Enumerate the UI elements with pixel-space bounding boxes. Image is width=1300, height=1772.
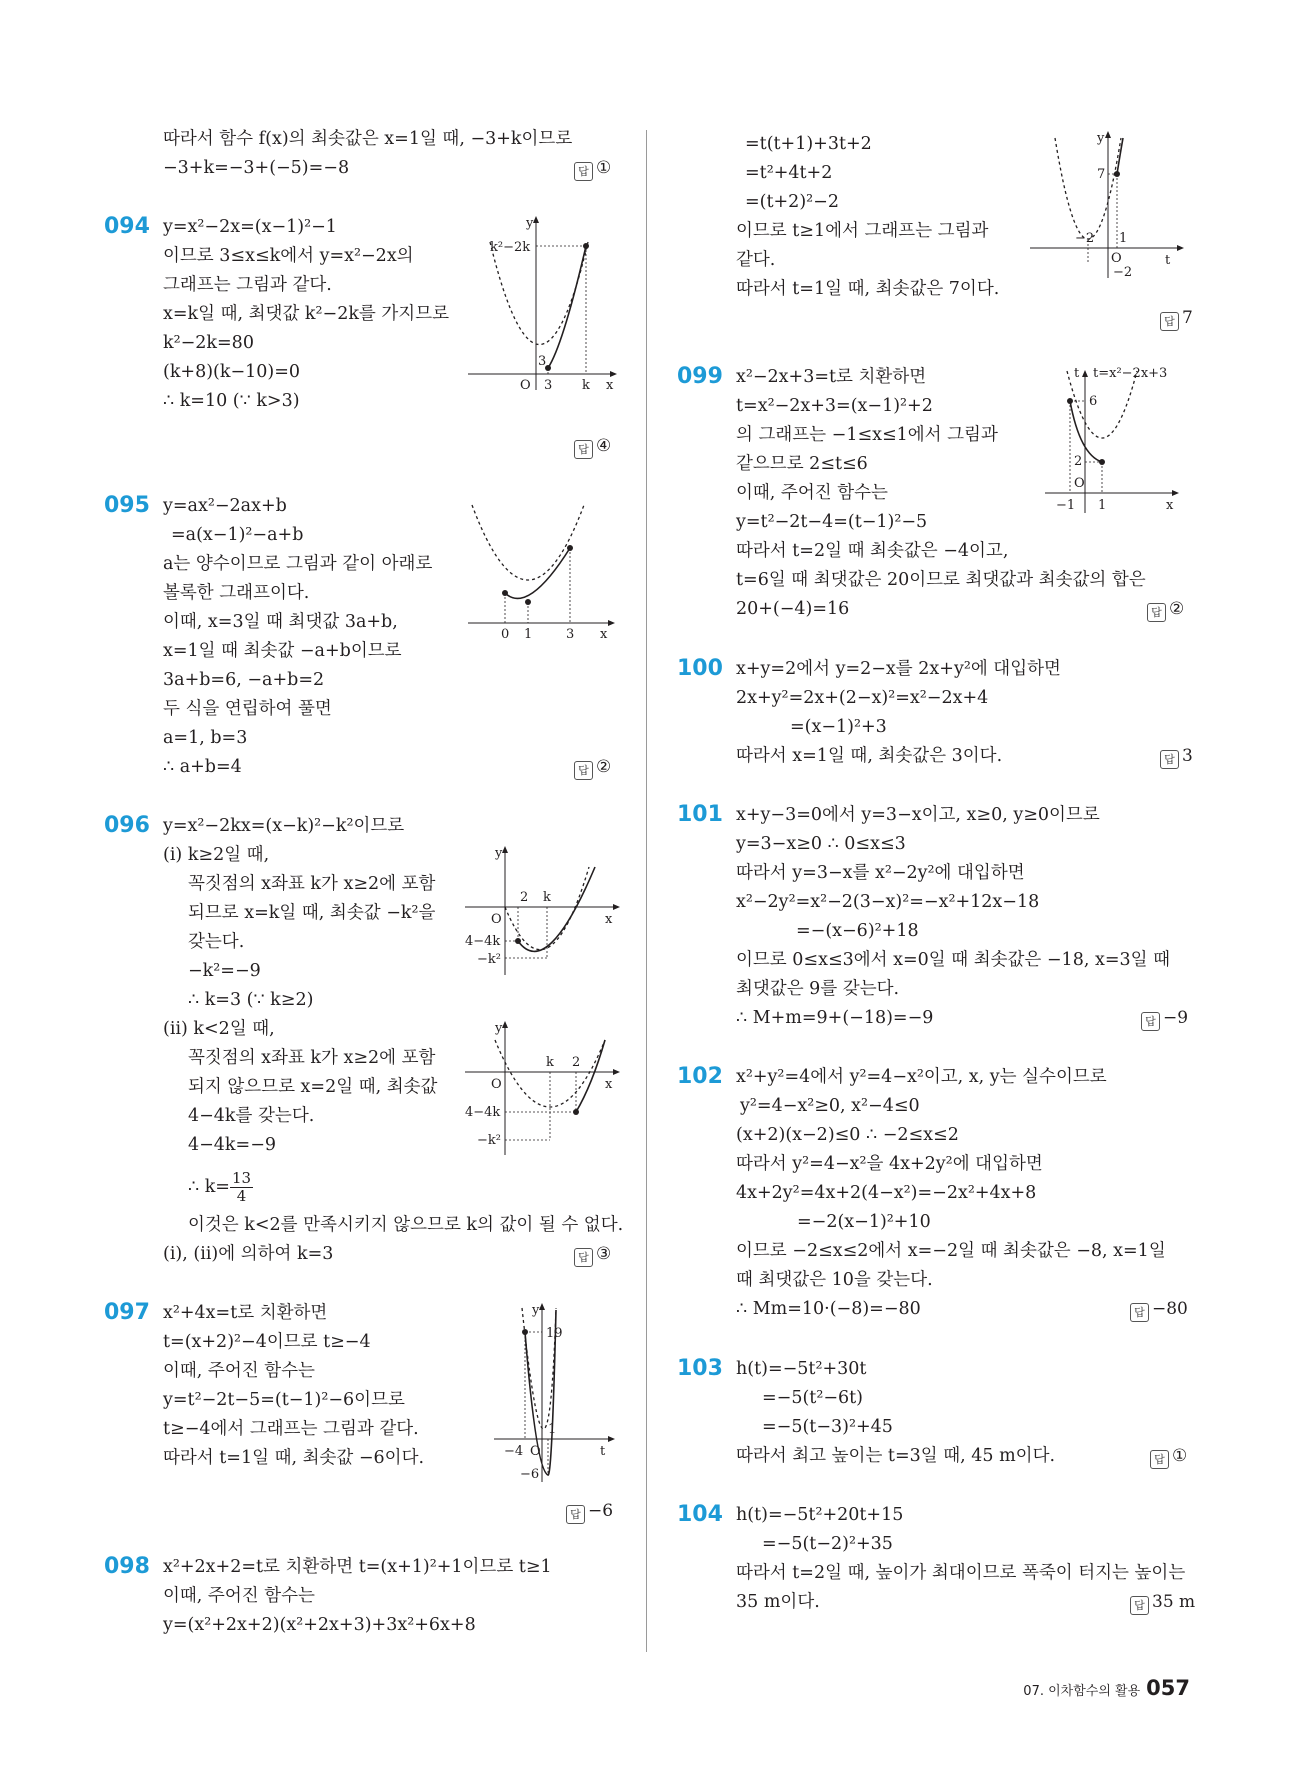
text-line: 같다. [736,250,776,270]
fraction-numerator: 13 [231,1169,252,1187]
text-line: 따라서 t=2일 때 최솟값은 −4이고, [736,541,1009,561]
answer-mark [1160,307,1193,331]
graph-098 [1025,130,1190,280]
tick-label: −4 [504,1444,524,1459]
text-line: ∴ k=10 (∵ k>3) [163,391,300,411]
answer-value: ② [596,757,612,777]
answer-icon: 답 [1130,1596,1149,1615]
text-line: 이므로 t≥1에서 그래프는 그림과 [736,221,989,241]
answer-mark [1130,1298,1188,1322]
text-line: =−5(t−2)²+35 [762,1534,893,1554]
tick-label: k [543,890,551,905]
text-line: =(x−1)²+3 [790,717,887,737]
answer-value: 35 m [1152,1592,1196,1612]
text-line: t=6일 때 최댓값은 20이므로 최댓값과 최솟값의 합은 [736,570,1146,590]
text-line: =t(t+1)+3t+2 [745,134,872,154]
text-line: x=1일 때 최솟값 −a+b이므로 [163,641,402,661]
text-line: =−5(t−3)²+45 [762,1417,893,1437]
text-line: 3a+b=6, −a+b=2 [163,670,325,690]
text-line: y=t²−2t−5=(t−1)²−6이므로 [163,1390,405,1410]
text-line: y=3−x≥0 ∴ 0≤x≤3 [736,834,906,854]
problem-number: 094 [104,214,150,239]
text-line: 이므로 0≤x≤3에서 x=0일 때 최솟값은 −18, x=3일 때 [736,950,1170,970]
text-line: 따라서 최고 높이는 t=3일 때, 45 m이다. [736,1446,1056,1466]
answer-value: 3 [1182,746,1193,766]
graph-097 [490,1300,620,1485]
answer-icon: 답 [1147,603,1166,622]
axis-label-x: x [600,627,608,642]
text-line: 이때, 주어진 함수는 [163,1586,315,1606]
text-line: ∴ k=3 (∵ k≥2) [188,990,314,1010]
origin-label: O [491,912,502,927]
text-line: =a(x−1)²−a+b [171,525,304,545]
axis-label-x: t [600,1444,606,1459]
answer-icon: 답 [1130,1303,1149,1322]
text-line: =(t+2)²−2 [745,192,839,212]
problem-number: 095 [104,493,150,518]
text-line: 때 최댓값은 10을 갖는다. [736,1270,933,1290]
text-span: ∴ k= [188,1177,230,1197]
problem-number: 104 [677,1502,723,1527]
text-line: ∴ Mm=10·(−8)=−80 [736,1299,921,1319]
tick-label: −1 [1056,498,1076,513]
tick-label: −6 [520,1467,540,1482]
page-number: 057 [1146,1676,1190,1700]
text-line: 이때, 주어진 함수는 [163,1361,315,1381]
axis-label-x: x [605,1077,613,1092]
axis-label-x: t [1165,253,1171,268]
origin-label: O [520,378,531,393]
text-line: (ⅰ), (ⅱ)에 의하여 k=3 [163,1244,334,1264]
text-line: 4x+2y²=4x+2(4−x²)=−2x²+4x+8 [736,1183,1037,1203]
graph-099 [1040,365,1200,515]
text-line: 꼭짓점의 x좌표 k가 x≥2에 포함 [188,874,436,894]
text-line: y=x²−2kx=(x−k)²−k²이므로 [163,816,405,836]
answer-icon: 답 [1150,1450,1169,1469]
text-line: x=k일 때, 최댓값 k²−2k를 가지므로 [163,304,450,324]
text-line: =−2(x−1)²+10 [797,1212,931,1232]
text-line: 의 그래프는 −1≤x≤1에서 그림과 [736,425,998,445]
text-line: 이때, 주어진 함수는 [736,483,888,503]
tick-label: −2 [1075,231,1095,246]
answer-value: ③ [596,1244,612,1264]
tick-label: −k² [477,952,501,967]
text-line: x²−2y²=x²−2(3−x)²=−x²+12x−18 [736,892,1040,912]
column-divider [646,130,647,1652]
graph-096-i [455,845,625,985]
text-line: (ⅰ) k≥2일 때, [163,845,270,865]
tick-label: 3 [566,627,575,642]
origin-label: O [491,1077,502,1092]
text-line: ∴ M+m=9+(−18)=−9 [736,1008,934,1028]
graph-094 [460,215,620,400]
text-line: t=(x+2)²−4이므로 t≥−4 [163,1332,371,1352]
text-line: 따라서 t=2일 때, 높이가 최대이므로 폭죽이 터지는 높이는 [736,1563,1186,1583]
tick-label: 19 [546,1326,563,1341]
text-line: y=t²−2t−4=(t−1)²−5 [736,512,928,532]
text-line: 최댓값은 9를 갖는다. [736,979,900,999]
answer-icon: 답 [1160,750,1179,769]
text-line: y=ax²−2ax+b [163,496,287,516]
text-line: 이것은 k<2를 만족시키지 않으므로 k의 값이 될 수 없다. [188,1215,624,1235]
axis-label-y: y [495,846,503,861]
text-line: a는 양수이므로 그림과 같이 아래로 [163,554,433,574]
answer-mark [574,756,611,780]
text-line: (k+8)(k−10)=0 [163,362,301,382]
answer-value: −6 [588,1501,614,1521]
answer-icon: 답 [574,761,593,780]
problem-number: 100 [677,656,723,681]
answer-mark [574,435,611,459]
text-line: =−5(t²−6t) [762,1388,863,1408]
tick-label: 4−4k [465,1105,501,1120]
tick-label: 2 [1074,454,1083,469]
answer-value: −9 [1163,1008,1189,1028]
origin-label: O [530,1444,541,1459]
tick-label: 1 [524,627,533,642]
text-line: t≥−4에서 그래프는 그림과 같다. [163,1419,419,1439]
text-line: 20+(−4)=16 [736,599,850,619]
answer-icon: 답 [574,440,593,459]
text-line: h(t)=−5t²+20t+15 [736,1505,904,1525]
tick-label: k²−2k [490,240,531,255]
text-line: a=1, b=3 [163,728,248,748]
answer-value: ① [1172,1446,1188,1466]
axis-label-y: y [532,1303,540,1318]
text-line: 되지 않으므로 x=2일 때, 최솟값 [188,1077,438,1097]
text-line: 이때, x=3일 때 최댓값 3a+b, [163,612,398,632]
axis-label-y: y [495,1021,503,1036]
answer-value: ① [596,158,612,178]
text-line: y=(x²+2x+2)(x²+2x+3)+3x²+6x+8 [163,1615,476,1635]
answer-mark [574,1243,611,1267]
text-line: 따라서 함수 f(x)의 최솟값은 x=1일 때, −3+k이므로 [163,129,573,149]
text-line: 두 식을 연립하여 풀면 [163,699,332,719]
text-line: y²=4−x²≥0, x²−4≤0 [740,1096,920,1116]
tick-label: −2 [1113,265,1133,280]
page-footer [1023,1676,1190,1700]
tick-label: k [582,378,590,393]
answer-icon: 답 [566,1505,585,1524]
tick-label: 3 [544,378,553,393]
tick-label: 7 [1097,167,1106,182]
axis-label-y: y [526,216,534,231]
fraction [230,1170,253,1205]
text-line: 2x+y²=2x+(2−x)²=x²−2x+4 [736,688,989,708]
text-line: x²+2x+2=t로 치환하면 t=(x+1)²+1이므로 t≥1 [163,1557,552,1577]
text-line: 4−4k를 갖는다. [188,1106,315,1126]
answer-icon: 답 [574,1248,593,1267]
text-line: 이므로 3≤x≤k에서 y=x²−2x의 [163,246,414,266]
text-line: x+y−3=0에서 y=3−x이고, x≥0, y≥0이므로 [736,805,1100,825]
text-line: k²−2k=80 [163,333,254,353]
answer-value: ④ [596,436,612,456]
text-line: −k²=−9 [188,961,261,981]
text-line: y=x²−2x=(x−1)²−1 [163,217,337,237]
tick-label: 1 [1098,498,1107,513]
text-line: 되므로 x=k일 때, 최솟값 −k²을 [188,903,436,923]
text-line: =−(x−6)²+18 [796,921,919,941]
text-line: 같으므로 2≤t≤6 [736,454,868,474]
text-line: x²+4x=t로 치환하면 [163,1303,328,1323]
text-line: (x+2)(x−2)≤0 ∴ −2≤x≤2 [736,1125,959,1145]
problem-number: 098 [104,1554,150,1579]
axis-label-x: x [605,912,613,927]
answer-mark [1160,745,1193,769]
text-line: 볼록한 그래프이다. [163,583,310,603]
axis-label-y: t [1074,366,1080,381]
tick-label: k [546,1055,554,1070]
text-line: (ⅱ) k<2일 때, [163,1019,275,1039]
answer-icon: 답 [574,162,593,181]
tick-label: 1 [1119,231,1128,246]
tick-label: 2 [572,1055,581,1070]
text-line: 35 m이다. [736,1592,820,1612]
text-line: 그래프는 그림과 같다. [163,275,332,295]
text-line: 따라서 x=1일 때, 최솟값은 3이다. [736,746,1003,766]
text-line: x²−2x+3=t로 치환하면 [736,367,927,387]
text-line: 4−4k=−9 [188,1135,276,1155]
text-line: =t²+4t+2 [745,163,833,183]
text-line: h(t)=−5t²+30t [736,1359,867,1379]
problem-number: 103 [677,1356,723,1381]
answer-value: ② [1169,599,1185,619]
answer-mark [1150,1445,1187,1469]
text-line: 꼭짓점의 x좌표 k가 x≥2에 포함 [188,1048,436,1068]
tick-label: 1 [548,1422,557,1437]
problem-number: 099 [677,364,723,389]
tick-label: 6 [1089,394,1098,409]
tick-label: 4−4k [465,934,501,949]
text-line [188,1170,253,1205]
curve-label: t=x²−2x+3 [1093,366,1168,381]
answer-value: 7 [1182,308,1193,328]
text-line: 갖는다. [188,932,245,952]
axis-label-x: x [606,378,614,393]
problem-number: 101 [677,802,723,827]
chapter-title: 07. 이차함수의 활용 [1023,1684,1141,1699]
tick-label: 0 [501,627,510,642]
answer-mark [566,1500,613,1524]
answer-mark [574,157,611,181]
text-line: 따라서 t=1일 때, 최솟값은 7이다. [736,279,1000,299]
text-line: x+y=2에서 y=2−x를 2x+y²에 대입하면 [736,659,1061,679]
origin-label: O [1111,251,1122,266]
fraction-denominator: 4 [236,1187,247,1205]
axis-label-y: y [1097,131,1105,146]
graph-096-ii [455,1020,625,1160]
answer-icon: 답 [1160,312,1179,331]
problem-number: 102 [677,1064,723,1089]
answer-mark [1130,1591,1195,1615]
tick-label: −k² [477,1133,501,1148]
text-line: −3+k=−3+(−5)=−8 [163,158,350,178]
text-line: x²+y²=4에서 y²=4−x²이고, x, y는 실수이므로 [736,1067,1107,1087]
problem-number: 096 [104,813,150,838]
text-line: 따라서 y²=4−x²을 4x+2y²에 대입하면 [736,1154,1043,1174]
text-line: 이므로 −2≤x≤2에서 x=−2일 때 최솟값은 −8, x=1일 [736,1241,1166,1261]
text-line: 따라서 y=3−x를 x²−2y²에 대입하면 [736,863,1025,883]
graph-095 [460,495,620,645]
text-line: t=x²−2x+3=(x−1)²+2 [736,396,933,416]
tick-label: 3 [538,354,547,369]
answer-mark [1141,1007,1188,1031]
text-line: ∴ a+b=4 [163,757,242,777]
answer-value: −80 [1152,1299,1188,1319]
answer-icon: 답 [1141,1012,1160,1031]
problem-number: 097 [104,1300,150,1325]
axis-label-x: x [1166,498,1174,513]
text-line: 따라서 t=1일 때, 최솟값 −6이다. [163,1448,425,1468]
tick-label: 2 [520,890,529,905]
origin-label: O [1074,476,1085,491]
answer-mark [1147,598,1184,622]
